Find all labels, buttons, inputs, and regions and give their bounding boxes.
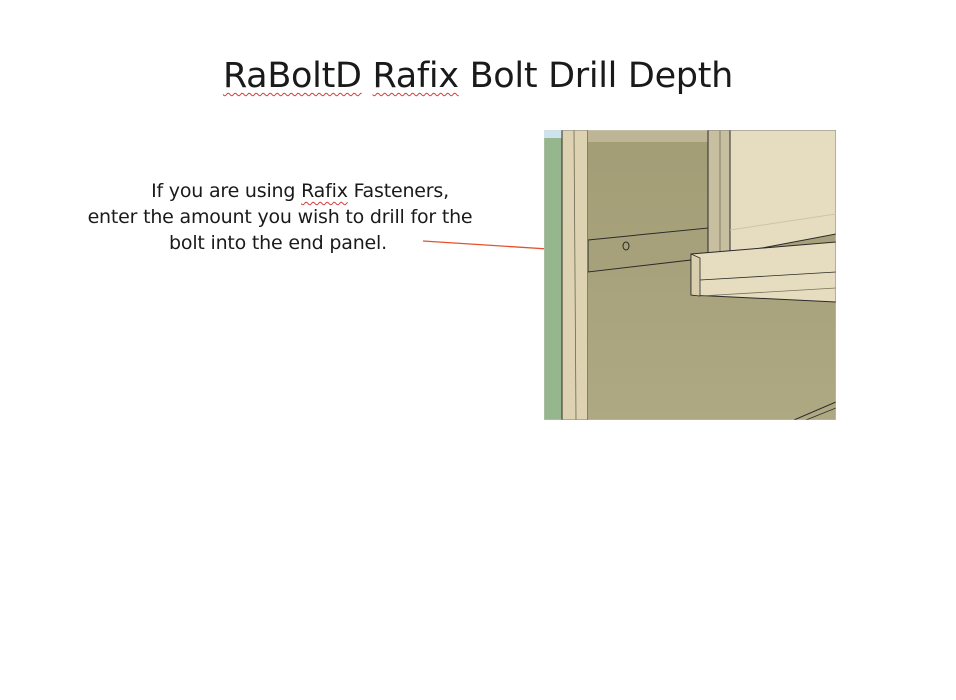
title-part-1: RaBoltD bbox=[222, 56, 362, 96]
callout-line-2: enter the amount you wish to drill for the bbox=[87, 206, 473, 228]
cabinet-diagram bbox=[544, 130, 836, 420]
callout-line-3: bolt into the end panel. bbox=[169, 232, 387, 254]
interior-panel bbox=[730, 130, 836, 254]
callout-line-1 bbox=[52, 178, 508, 204]
page-title bbox=[0, 56, 956, 96]
green-strip bbox=[544, 138, 562, 420]
callout-line-1-b: Rafix bbox=[301, 180, 348, 202]
callout-line-1-c: Fasteners, bbox=[347, 180, 449, 202]
callout-line-1-a: If you are using bbox=[151, 180, 302, 202]
title-part-2: Rafix bbox=[372, 56, 459, 96]
carcass-side bbox=[708, 130, 730, 256]
title-space bbox=[362, 56, 373, 96]
title-part-3: Bolt Drill Depth bbox=[458, 56, 734, 96]
